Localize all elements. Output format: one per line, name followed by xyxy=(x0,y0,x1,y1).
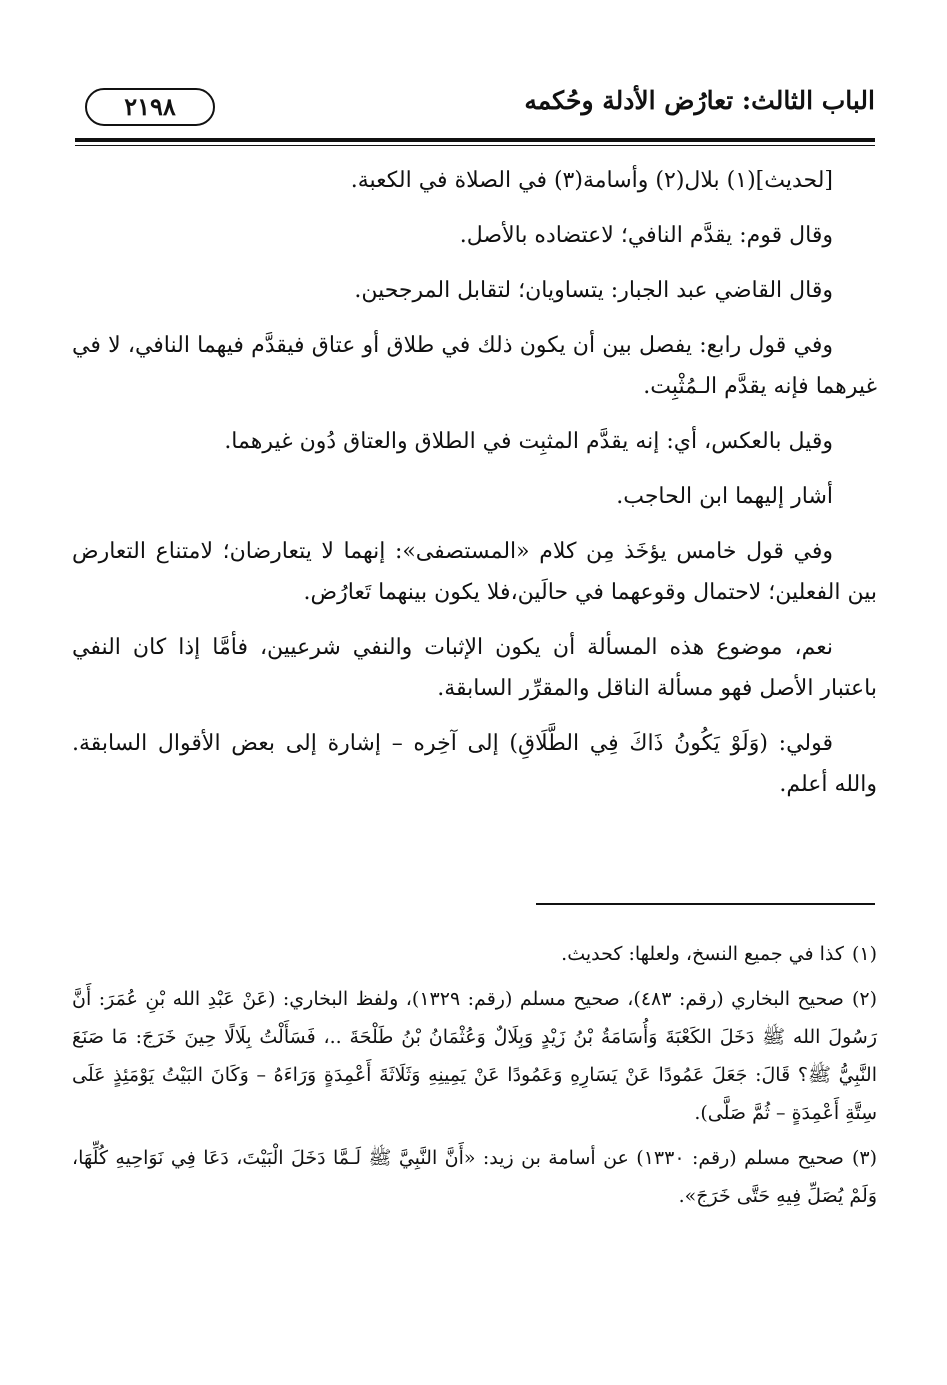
footnote-number: (٣) xyxy=(851,1147,877,1169)
paragraph: وقيل بالعكس، أي: إنه يقدَّم المثبِت في الطلاق والعتاق دُون غيرهما. xyxy=(224,429,833,454)
footnote-separator xyxy=(536,903,875,905)
paragraph: وفي قول خامس يؤخَذ مِن كلام «المستصفى»: إنهما لا يتعارضان؛ لامتناع التعارض بين الفعلين؛ لاحتمال وقوعهما في حالَين،فلا يكون بينهما تَعارُض. xyxy=(72,539,877,605)
header-rule-thick xyxy=(75,138,875,142)
footnotes xyxy=(72,935,877,1222)
paragraph: وقال القاضي عبد الجبار: يتساويان؛ لتقابل المرجحين. xyxy=(354,278,833,303)
footnote-1 xyxy=(72,935,877,973)
paragraph: [لحديث](١) بلال(٢) وأسامة(٣) في الصلاة في الكعبة. xyxy=(350,168,833,193)
paragraph: قولي: (وَلَوْ يَكُونُ ذَاكَ فِي الطَّلَاقِ) إلى آخِره – إشارة إلى بعض الأقوال السابقة. والله أعلم. xyxy=(72,731,877,797)
header-rule-thin xyxy=(75,145,875,146)
footnote-number: (١) xyxy=(851,943,877,965)
footnote-text: كذا في جميع النسخ، ولعلها: كحديث. xyxy=(561,943,844,965)
footnote-text: صحيح مسلم (رقم: ١٣٣٠) عن أسامة بن زيد: «أَنَّ النَّبِيَّ ﷺ لَـمَّا دَخَلَ الْبَيْتَ، دَعَا فِي نَوَاحِيهِ كُلِّهَا، وَلَمْ يُصَلِّ فِيهِ حَتَّى خَرَجَ». xyxy=(72,1147,877,1207)
footnote-number: (٢) xyxy=(851,988,878,1010)
page-header xyxy=(75,80,875,136)
paragraph: نعم، موضوع هذه المسألة أن يكون الإثبات والنفي شرعيين، فأمَّا إذا كان النفي باعتبار الأصل فهو مسألة الناقل والمقرِّر السابقة. xyxy=(72,635,877,701)
footnote-3 xyxy=(72,1139,877,1215)
page-number: ٢١٩٨ xyxy=(85,88,215,126)
main-text xyxy=(72,160,877,819)
paragraph: وفي قول رابع: يفصل بين أن يكون ذلك في طلاق أو عتاق فيقدَّم فيهما النافي، لا في غيرهما فإنه يقدَّم الـمُثْبِت. xyxy=(72,333,877,399)
footnote-text: صحيح البخاري (رقم: ٤٨٣)، صحيح مسلم (رقم: ١٣٢٩)، ولفظ البخاري: (عَنْ عَبْدِ الله بْنِ عُمَرَ: أَنَّ رَسُولَ الله ﷺ دَخَلَ الكَعْبَةَ وَأُسَامَةُ بْنُ زَيْدٍ وَبِلَالٌ وَعُثْمَانُ بْنُ طَلْحَةَ ..، فَسَأَلْتُ بِلَالًا حِينَ خَرَجَ: مَا صَنَعَ النَّبِيُّ ﷺ؟ قَالَ: جَعَلَ عَمُودًا عَنْ يَسَارِهِ وَعَمُودًا عَنْ يَمِينِهِ وَثَلَاثَةَ أَعْمِدَةٍ وَرَاءَهُ – وَكَانَ البَيْتُ يَوْمَئِذٍ عَلَى سِتَّةِ أَعْمِدَةٍ – ثُمَّ صَلَّى). xyxy=(72,988,877,1124)
footnote-2 xyxy=(72,980,877,1132)
paragraph: وقال قوم: يقدَّم النافي؛ لاعتضاده بالأصل. xyxy=(459,223,833,248)
paragraph: أشار إليهما ابن الحاجب. xyxy=(616,484,833,509)
chapter-title: الباب الثالث: تعارُض الأدلة وحُكمه xyxy=(524,86,875,115)
